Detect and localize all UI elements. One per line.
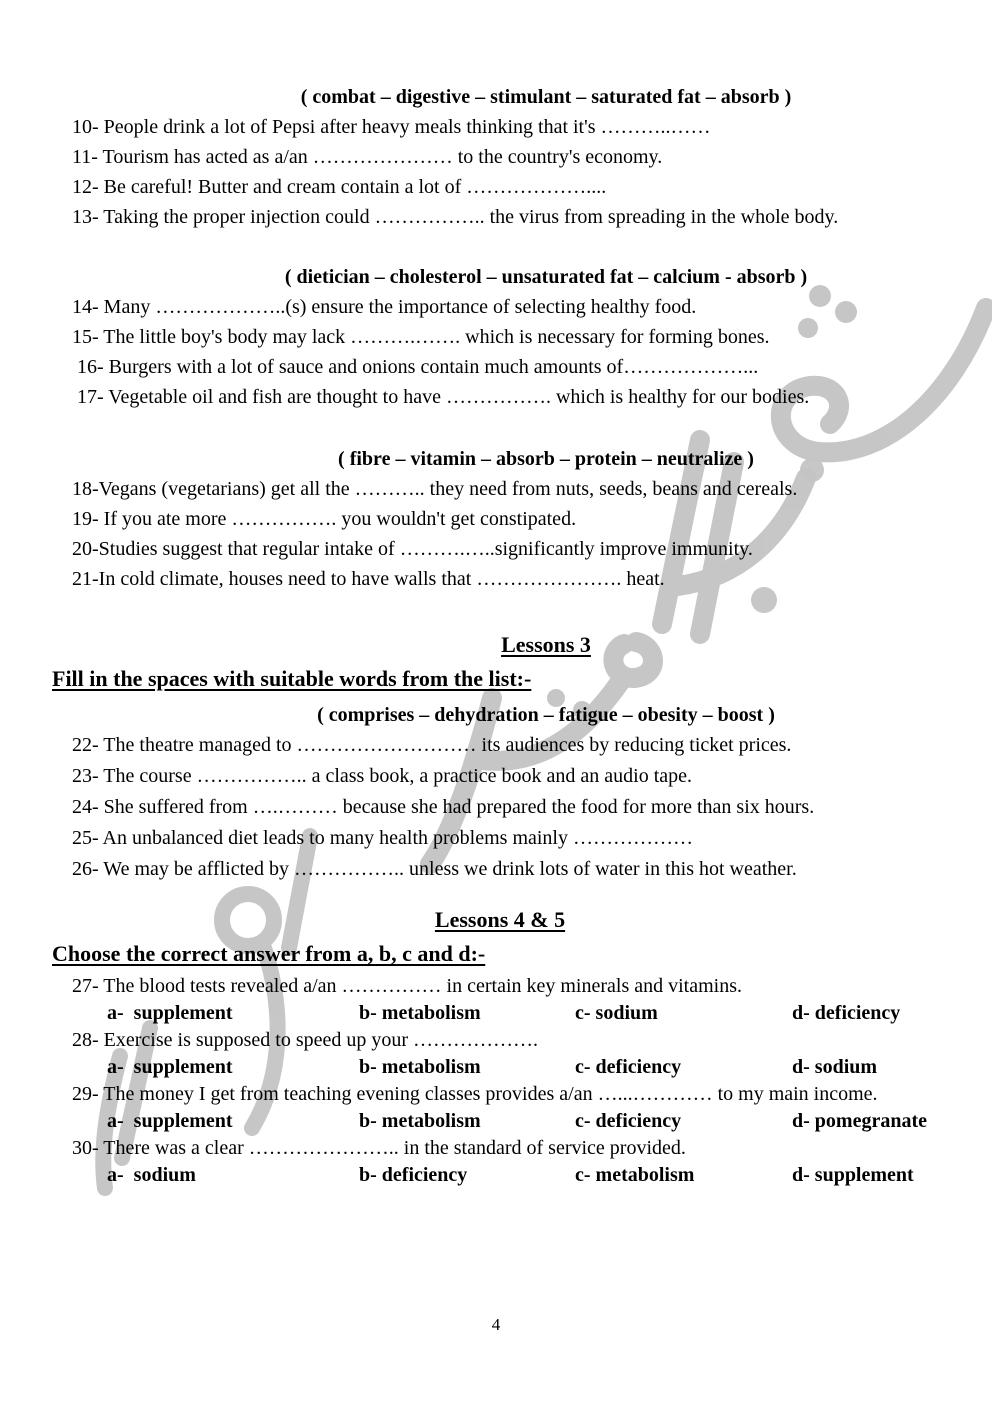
- option-30-b: b- deficiency: [359, 1164, 468, 1186]
- option-29-c: c- deficiency: [575, 1110, 682, 1132]
- option-27-d: d- deficiency: [792, 1002, 901, 1024]
- word-list-1-header: ( combat – digestive – stimulant – saturated fat – absorb ): [300, 86, 792, 108]
- item-12: 12- Be careful! Butter and cream contain a lot of ………………....: [72, 176, 607, 198]
- question-29-options: [52, 1108, 948, 1135]
- option-28-c: c- deficiency: [575, 1056, 682, 1078]
- question-27-options: [52, 1000, 948, 1027]
- question-29: 29- The money I get from teaching evening classes provides a/an …...………… to my main income.: [72, 1083, 878, 1105]
- item-22: 22- The theatre managed to ……………………… its audiences by reducing ticket prices.: [72, 734, 792, 756]
- option-29-a: a- supplement: [107, 1110, 233, 1132]
- lessons-4-5-instruction: Choose the correct answer from a, b, c and d:-: [52, 941, 486, 966]
- question-28: 28- Exercise is supposed to speed up your ……………….: [72, 1029, 539, 1051]
- word-list-2-header: ( dietician – cholesterol – unsaturated fat – calcium - absorb ): [284, 266, 808, 288]
- item-24: 24- She suffered from ….……… because she had prepared the food for more than six hours.: [72, 796, 815, 818]
- option-27-c: c- sodium: [575, 1002, 658, 1024]
- item-19: 19- If you ate more ……………. you wouldn't get constipated.: [72, 508, 577, 530]
- item-13: 13- Taking the proper injection could …………….. the virus from spreading in the whole body.: [72, 206, 839, 228]
- lessons-3-instruction: Fill in the spaces with suitable words from the list:-: [52, 666, 532, 691]
- item-14: 14- Many ………………..(s) ensure the importance of selecting healthy food.: [72, 296, 697, 318]
- question-27: 27- The blood tests revealed a/an …………… in certain key minerals and vitamins.: [72, 975, 743, 997]
- option-28-d: d- sodium: [792, 1056, 878, 1078]
- item-11: 11- Tourism has acted as a/an ………………… to the country's economy.: [72, 146, 663, 168]
- question-28-options: [52, 1054, 948, 1081]
- item-10: 10- People drink a lot of Pepsi after heavy meals thinking that it's ………..……: [72, 116, 711, 138]
- option-30-c: c- metabolism: [575, 1164, 695, 1186]
- item-15: 15- The little boy's body may lack ……….……. which is necessary for forming bones.: [72, 326, 770, 348]
- option-28-b: b- metabolism: [359, 1056, 481, 1078]
- option-30-d: d- supplement: [792, 1164, 914, 1186]
- option-28-a: a- supplement: [107, 1056, 233, 1078]
- lessons-3-word-list-header: ( comprises – dehydration – fatigue – obesity – boost ): [317, 704, 775, 726]
- option-29-b: b- metabolism: [359, 1110, 481, 1132]
- item-20: 20-Studies suggest that regular intake of ……….…..significantly improve immunity.: [72, 538, 753, 560]
- option-27-b: b- metabolism: [359, 1002, 481, 1024]
- option-29-d: d- pomegranate: [792, 1110, 927, 1132]
- item-21: 21-In cold climate, houses need to have walls that …………………. heat.: [72, 568, 665, 590]
- item-16: 16- Burgers with a lot of sauce and onions contain much amounts of………………...: [72, 356, 759, 378]
- option-30-a: a- sodium: [107, 1164, 196, 1186]
- item-18: 18-Vegans (vegetarians) get all the ……….. they need from nuts, seeds, beans and cereals.: [72, 478, 798, 500]
- question-30: 30- There was a clear ………………….. in the standard of service provided.: [72, 1137, 686, 1159]
- item-26: 26- We may be afflicted by …………….. unless we drink lots of water in this hot weather.: [72, 858, 797, 880]
- option-27-a: a- supplement: [107, 1002, 233, 1024]
- item-17: 17- Vegetable oil and fish are thought to have ……………. which is healthy for our bodies.: [72, 386, 810, 408]
- question-30-options: [52, 1162, 948, 1189]
- page-number: 4: [491, 1315, 501, 1334]
- lessons-3-title: Lessons 3: [501, 632, 591, 657]
- item-25: 25- An unbalanced diet leads to many health problems mainly ………………: [72, 827, 693, 849]
- lessons-4-5-title: Lessons 4 & 5: [434, 907, 566, 932]
- word-list-3-header: ( fibre – vitamin – absorb – protein – neutralize ): [338, 448, 754, 470]
- item-23: 23- The course …………….. a class book, a practice book and an audio tape.: [72, 765, 692, 787]
